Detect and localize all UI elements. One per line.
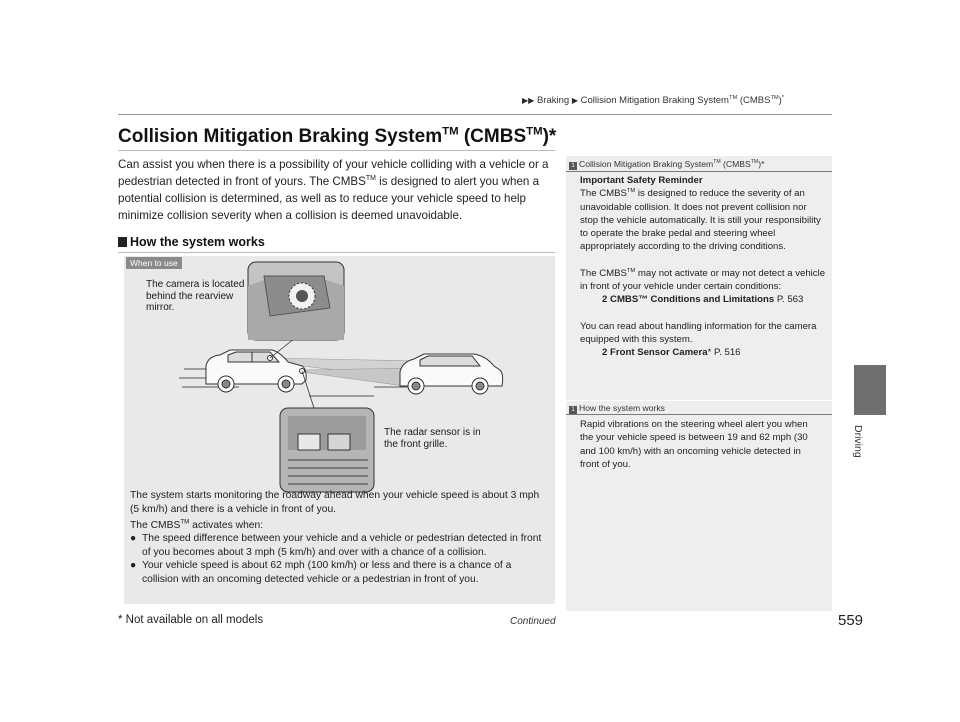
section-bullet-icon [118,237,127,247]
note-heading: 1 How the system works [569,403,665,414]
radar-inset-image [280,408,374,492]
bullet-icon: ● [130,560,137,571]
xref-arrow-icon: 2 [602,347,611,359]
section-divider [118,252,555,253]
note-marker-icon: 1 [569,406,577,414]
bullet-icon: ● [130,533,137,544]
front-vehicle-icon [400,354,503,394]
page-title: Collision Mitigation Braking System™ (CMBS™)* [118,125,557,147]
breadcrumb-item-braking[interactable]: Braking [536,95,570,106]
breadcrumb [522,95,784,106]
note-divider [566,171,832,172]
chapter-label: Driving [852,425,864,458]
breadcrumb-arrow-icon: ▶▶ [522,96,535,105]
note-safety [566,156,832,400]
camera-inset-image [248,262,344,340]
footnote: * Not available on all models [118,614,264,626]
monitoring-paragraph: The system starts monitoring the roadway ahead when your vehicle speed is about 3 mph (5 km/h) and there is a vehicle in front of you. [130,490,540,515]
note-paragraph: The CMBS™ is designed to reduce the severity of an unavoidable collision. It does not prevent collision nor stop the vehicle automatically. It is still your responsibility to operate the brake pedal and steering wheel appropriately according to the driving conditions. [580,188,821,253]
xref-cmbs-conditions[interactable]: 2 CMBS™ Conditions and Limitations P. 563 [602,294,804,306]
note-divider [566,414,832,415]
activates-label: The CMBS™ activates when: [130,518,264,531]
title-divider [118,150,555,151]
note-paragraph: The CMBS™ may not activate or may not detect a vehicle in front of your vehicle under certain conditions: [580,267,826,293]
intro-paragraph: Can assist you when there is a possibility of your vehicle colliding with a vehicle or a pedestrian detected in front of yours. The CMBS™ is designed to alert you when a potential collision is determined, as well as to reduce your vehicle speed to help minimize collision severity when a collision is deemed unavoidable. [118,158,549,222]
note-body [580,174,826,360]
list-item: ● The speed difference between your vehicle and a vehicle or pedestrian detected in front of you becomes about 3 mph (5 km/h) and over with a chance of a collision. [130,533,542,558]
radar-leader-line [302,371,314,408]
continued-label: Continued [510,616,556,627]
camera-callout: The camera is located behind the rearview mirror. [146,279,245,313]
xref-arrow-icon: 2 [602,294,611,306]
page-number: 559 [838,612,864,629]
breadcrumb-arrow-icon: ▶ [571,96,578,105]
note-heading: 1 Collision Mitigation Braking System™ (CMBS™)* [569,159,764,170]
radar-callout: The radar sensor is in the front grille. [384,427,481,450]
breadcrumb-item-cmbs[interactable]: Collision Mitigation Braking System™ (CMBS™)* [580,94,785,106]
note-marker-icon: 1 [569,162,577,170]
section-heading: How the system works [118,235,265,249]
own-vehicle-icon [206,350,306,392]
list-item: ● Your vehicle speed is about 62 mph (100 km/h) or less and there is a chance of a collision with an oncoming detected vehicle or a pedestrian in front of you. [130,560,512,585]
when-to-use-badge: When to use [126,257,182,269]
chapter-tab[interactable] [854,365,886,415]
header-divider [118,114,832,115]
note-paragraph: You can read about handling information for the camera equipped with this system. [580,320,817,345]
note-how-it-works [566,401,832,611]
note-paragraph: Rapid vibrations on the steering wheel alert you when the your vehicle speed is between 19 and 62 mph (30 and 100 km/h) with an oncoming vehicle detected in front of you. [580,419,808,470]
note-subtitle: Important Safety Reminder [580,175,703,186]
xref-front-sensor-camera[interactable]: 2 Front Sensor Camera* P. 516 [602,347,741,359]
activation-list [130,532,550,586]
